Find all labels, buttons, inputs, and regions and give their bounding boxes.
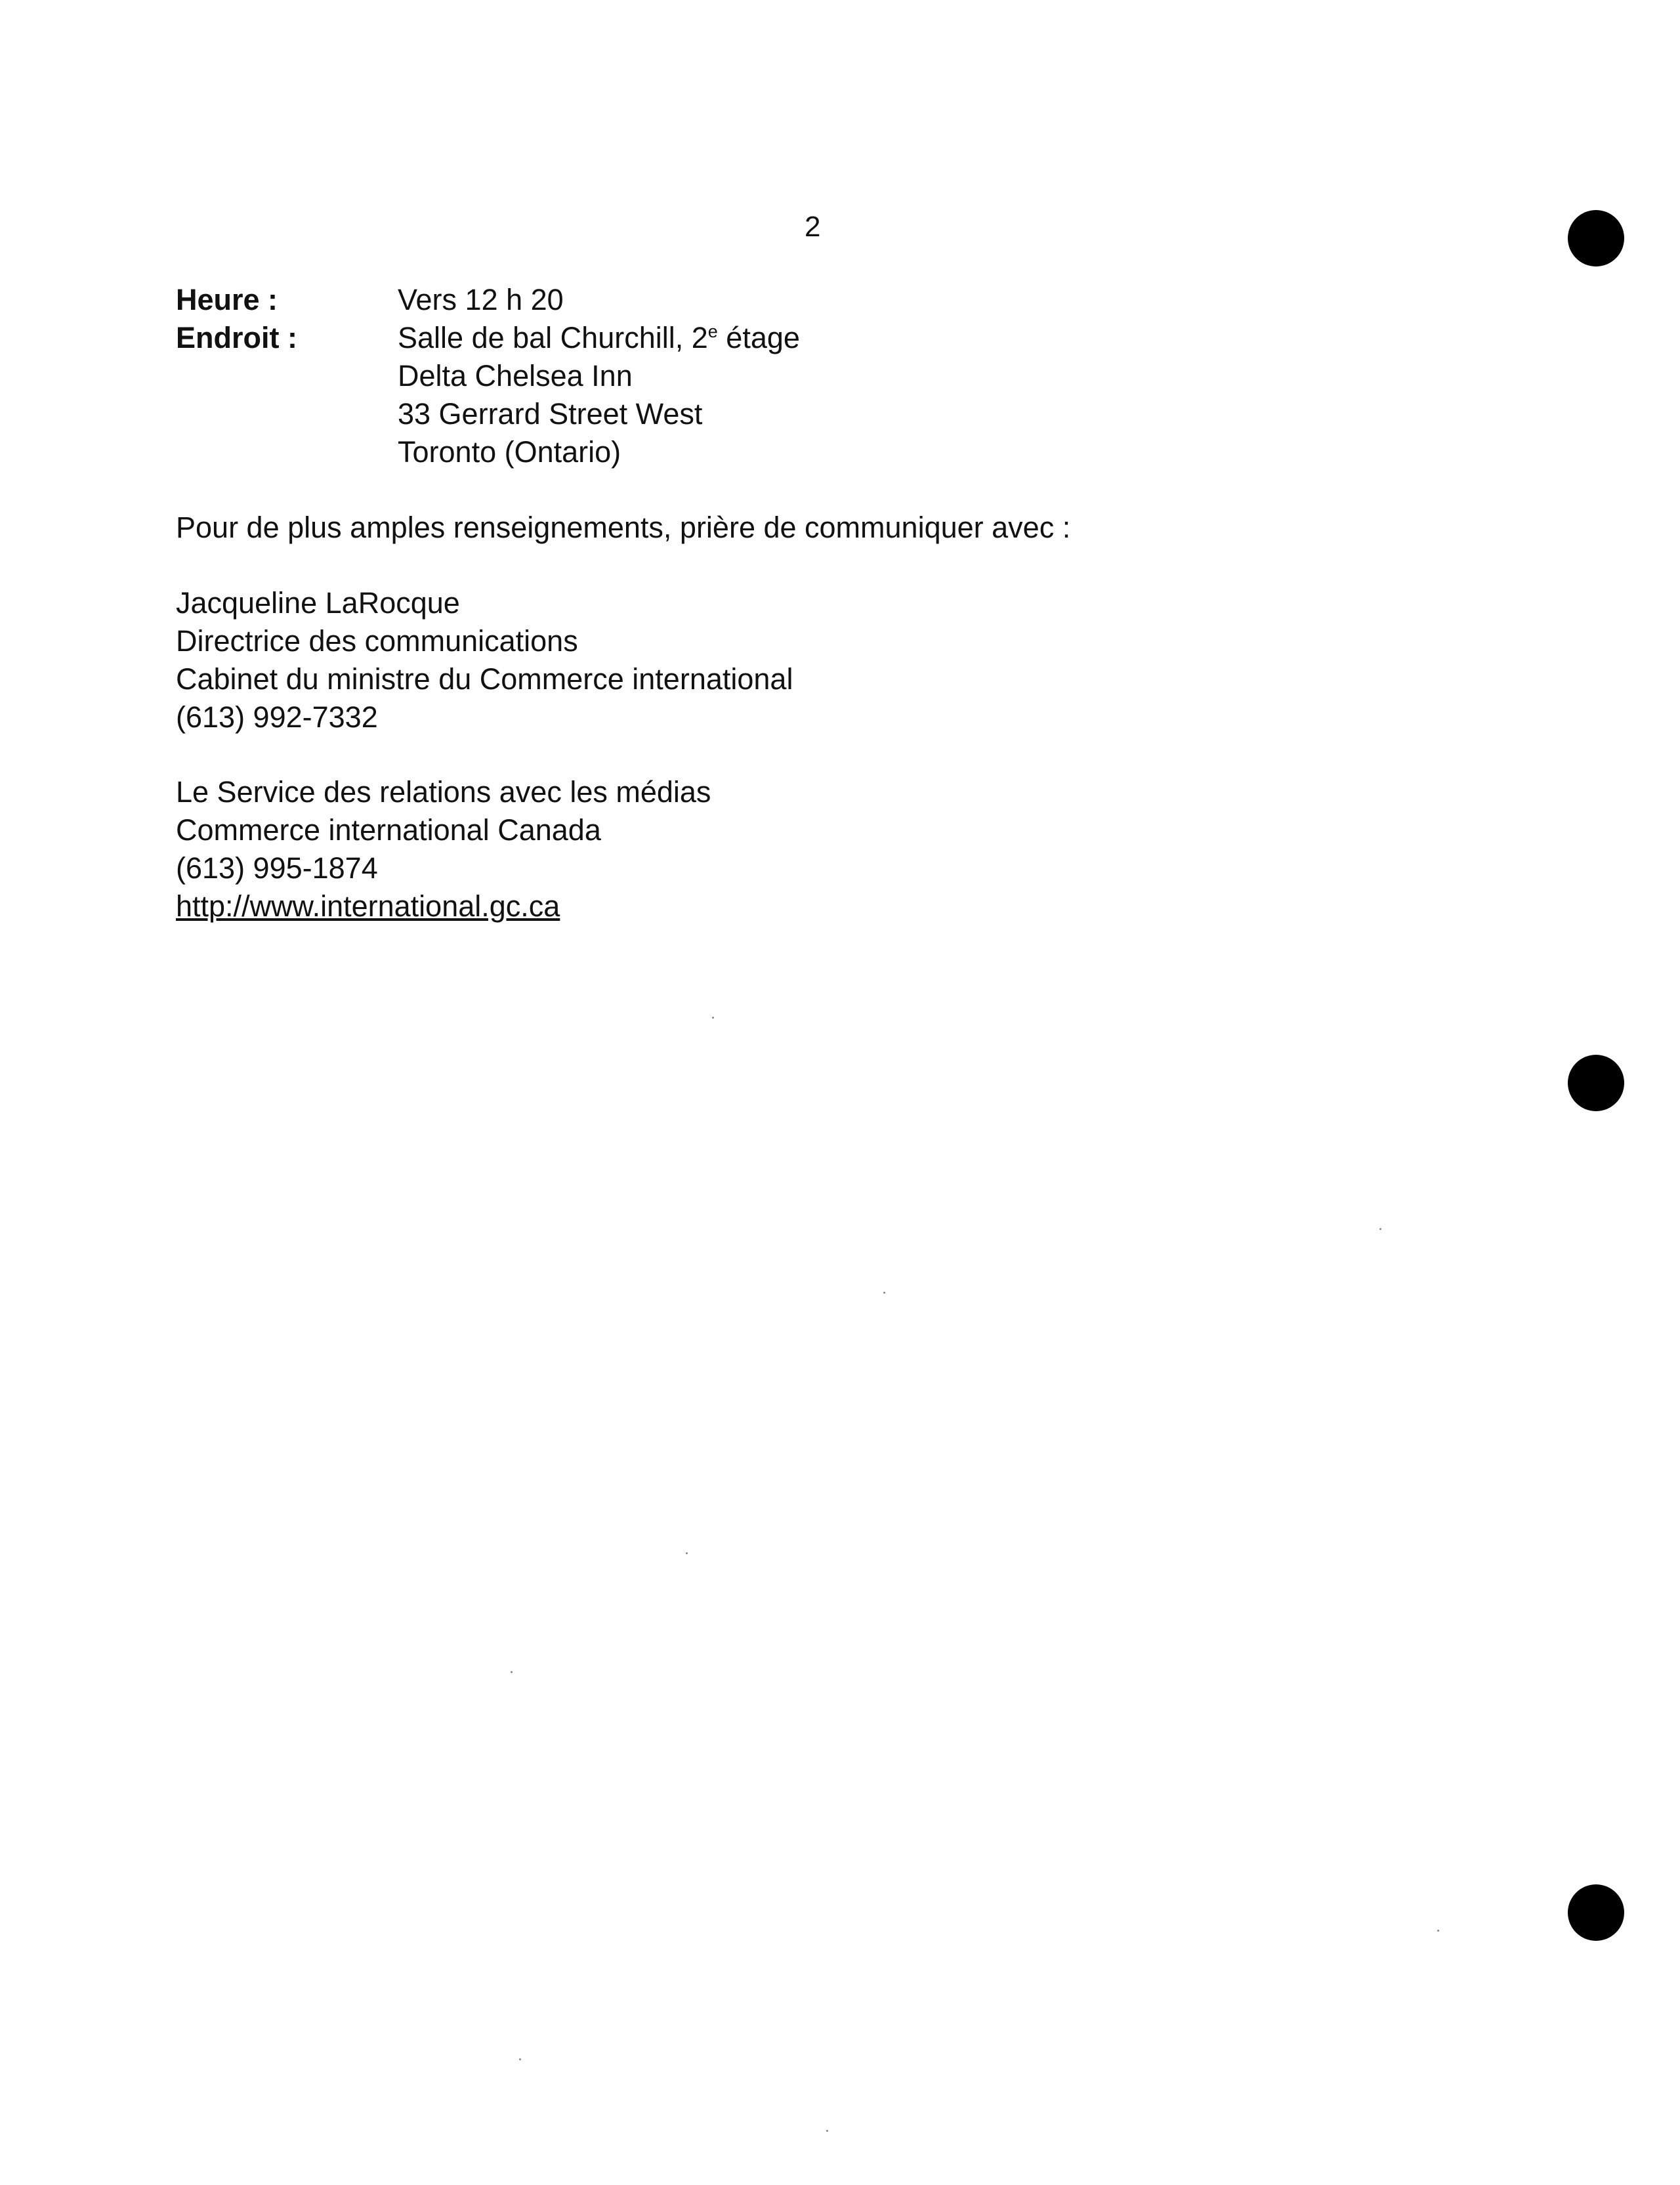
website-link[interactable]: http://www.international.gc.ca [176, 889, 560, 923]
scan-speck [1379, 1228, 1381, 1230]
media-service-name: Le Service des relations avec les médias [176, 775, 711, 809]
scan-speck [1437, 1930, 1439, 1932]
contact-name: Jacqueline LaRocque [176, 586, 460, 620]
media-service-block [176, 773, 711, 925]
contact-intro: Pour de plus amples renseignements, prière de communiquer avec : [176, 511, 1071, 544]
scan-speck [712, 1017, 714, 1019]
time-values [398, 281, 564, 319]
scan-speck [883, 1292, 885, 1294]
location-line-hotel: Delta Chelsea Inn [398, 359, 633, 392]
location-values [398, 319, 800, 471]
media-organization: Commerce international Canada [176, 813, 601, 847]
contact-phone: (613) 992-7332 [176, 700, 378, 734]
punch-hole-top [1568, 210, 1624, 266]
event-details [176, 281, 800, 471]
scan-speck [686, 1552, 688, 1554]
location-line-city: Toronto (Ontario) [398, 435, 621, 469]
contact-person-block [176, 584, 793, 736]
punch-hole-middle [1568, 1055, 1624, 1111]
punch-hole-bottom [1568, 1884, 1624, 1941]
scan-speck [511, 1671, 513, 1673]
media-phone: (613) 995-1874 [176, 851, 378, 885]
time-value: Vers 12 h 20 [398, 283, 564, 316]
scan-speck [826, 2130, 828, 2132]
location-row [176, 319, 800, 471]
time-row [176, 281, 800, 319]
location-label: Endroit : [176, 321, 297, 354]
location-line-street: 33 Gerrard Street West [398, 397, 703, 431]
time-label: Heure : [176, 283, 278, 316]
scan-speck [519, 2058, 521, 2060]
location-line-room: Salle de bal Churchill, 2e étage [398, 321, 800, 354]
contact-title: Directrice des communications [176, 624, 578, 658]
page-number: 2 [805, 211, 821, 243]
contact-office: Cabinet du ministre du Commerce international [176, 662, 793, 696]
